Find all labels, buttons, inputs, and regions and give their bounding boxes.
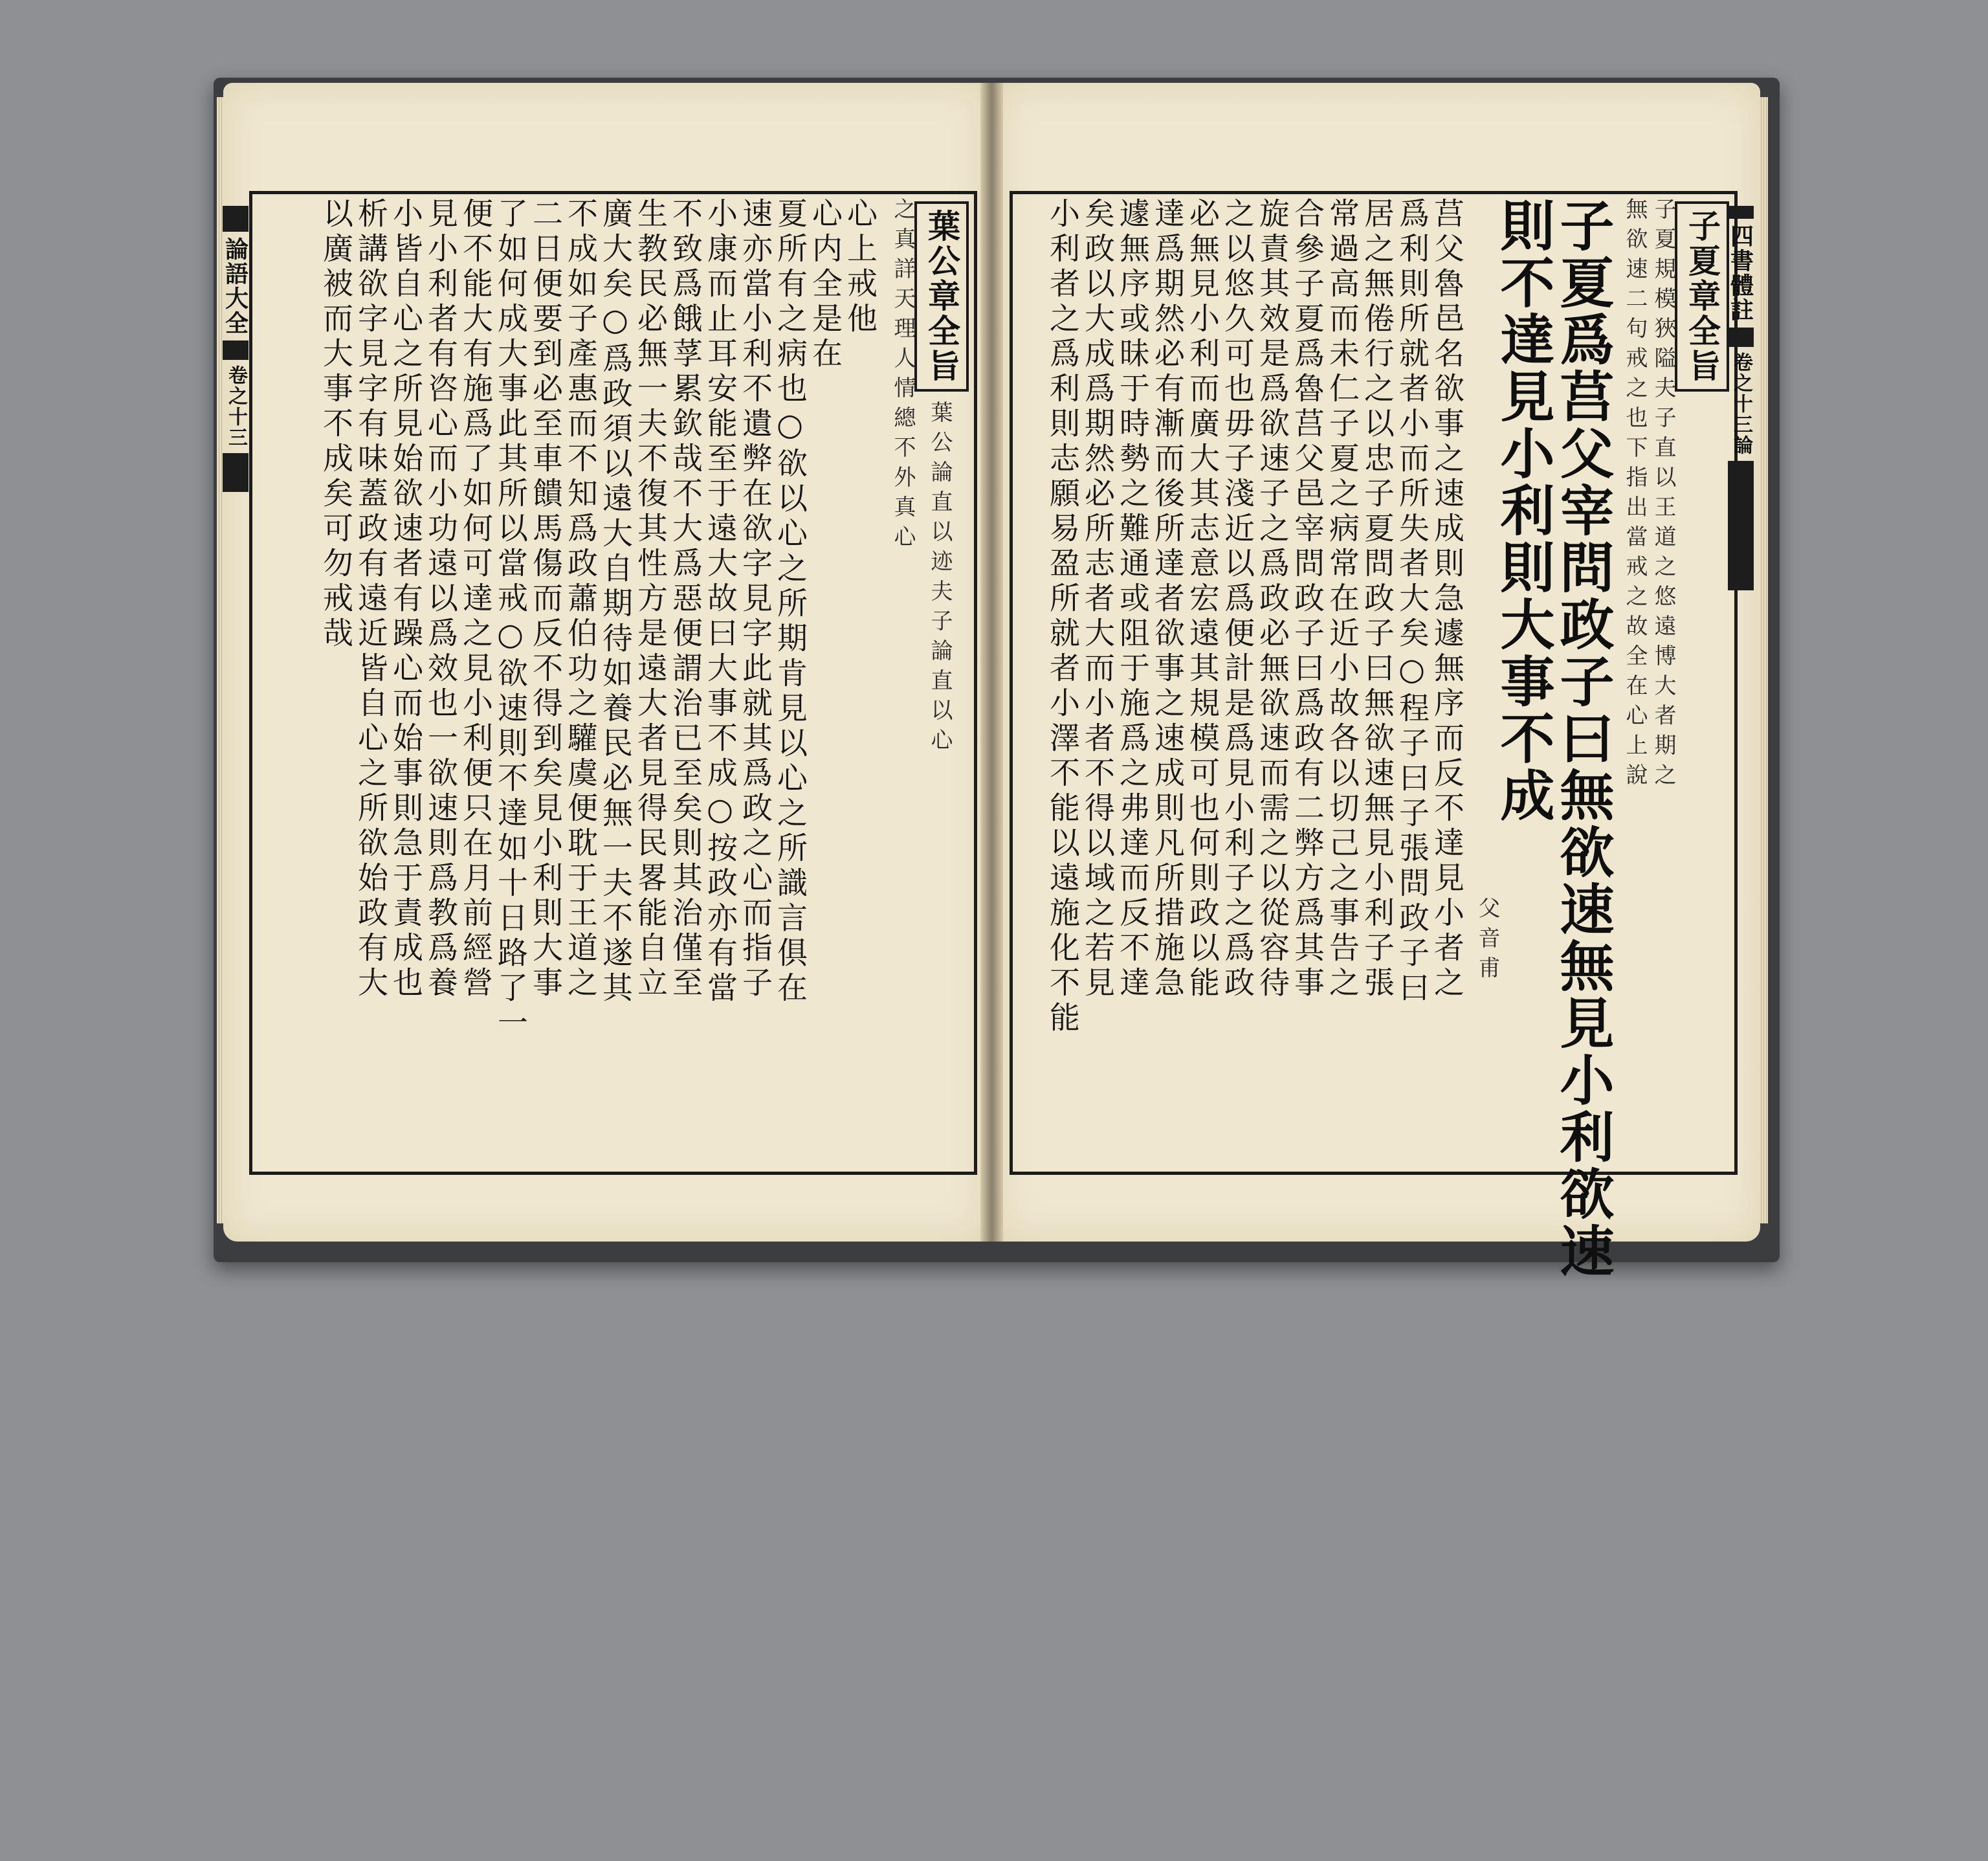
- right-column-12: 小利者之爲利則志願易盈所就者小澤不能以遠施化不能: [1044, 197, 1080, 1036]
- right-page-columns: [1016, 197, 1725, 1280]
- left-column-10: 不成如子產惠而不知爲政蕭伯功之驩虞便耽于王道之: [562, 197, 598, 1001]
- right-column-3: 居之無倦行之以忠子夏問政子曰無欲速無見小利子張: [1359, 197, 1395, 1001]
- left-column-11: 二日便要到必至車饋馬傷而反不得到矣見小利則大事: [527, 197, 563, 1001]
- main-text-line-2: 則不達見小利則大事不成: [1492, 197, 1556, 824]
- band-block-top: [223, 206, 248, 232]
- right-label-stack: [1679, 197, 1725, 1162]
- main-text-line-1: 子夏爲莒父宰問政子曰無欲速無見小利欲速: [1551, 197, 1615, 1280]
- band-block-mid: [223, 340, 248, 360]
- left-column-14: 見小利者有咨心而小功遠以爲效也一欲速則爲教爲養: [423, 197, 458, 1001]
- right-band-title: 四書體註: [1727, 224, 1754, 322]
- left-column-17: 以廣被而大事不成矣可勿戒哉: [318, 197, 353, 652]
- right-column-11: 矣政以大成爲期然必所志者大而小者不得以域之若見: [1079, 197, 1115, 1001]
- right-page-band: [1727, 194, 1755, 1172]
- right-column-1: 莒父魯邑名欲事之速成則急遽無序而反不達見小者之: [1429, 197, 1464, 1001]
- right-chapter-label: 子夏章全旨: [1675, 201, 1729, 392]
- right-column-2: 爲利則所就者小而所失者大矣○程子曰子張問政子曰: [1394, 197, 1430, 1007]
- left-label-column: 葉公論直以迹夫子論直以心: [927, 401, 953, 758]
- right-column-10: 遽無序或昧于時勢之難通或阻于施爲之弗達而反不達: [1114, 197, 1150, 1001]
- band-block-top-r: [1728, 206, 1754, 219]
- left-column-9: 廣大矣○爲政須以遠大自期待如養民必無一夫不遂其: [597, 197, 633, 1007]
- left-column-8: 生教民必無一夫不復其性方是遠大者見得民畧能自立: [632, 197, 668, 1001]
- left-column-7: 不致爲餓莩累欽哉不大爲惡便謂治已至矣則其治僅至: [667, 197, 703, 1001]
- left-column-4: 夏所有之病也○欲以心之所期肯見以心之所識言俱在: [772, 197, 808, 1007]
- right-column-8: 必無見小利而廣大其志意宏遠其規模可也何則政以能: [1184, 197, 1220, 1001]
- left-column-5: 速亦當小利不遺弊在欲字見字此就其爲政之心而指子: [737, 197, 773, 1001]
- left-column-3: 心内全是在: [807, 197, 843, 372]
- right-label-column: 子夏規模狹隘夫子直以王道之悠遠博大者期之: [1650, 197, 1676, 793]
- left-band-chapter: 卷之十三: [225, 365, 247, 448]
- left-column-1: 之真詳天理人情總不外真心: [890, 197, 916, 555]
- right-band-chapter: 卷之十三論: [1730, 352, 1752, 456]
- right-column-6: 旋責其效是爲欲速子之爲政必無欲速而需之以從容待: [1254, 197, 1290, 1001]
- left-page-columns: [256, 197, 964, 1162]
- right-column-5: 合參子夏爲魯莒父邑宰問政子曰爲政有二弊方爲其事: [1289, 197, 1325, 1001]
- book-gutter: [980, 83, 1003, 1242]
- left-page-band: [221, 194, 250, 1172]
- band-block-bottom: [223, 453, 248, 492]
- pronunciation-note: 父音甫: [1474, 897, 1500, 986]
- left-column-6: 小康而止耳安能至于遠大故曰大事不成○按政亦有當: [702, 197, 738, 1007]
- left-column-2: 心上戒他: [842, 197, 878, 337]
- band-block-mid-r: [1728, 328, 1754, 347]
- right-column-7: 之以悠久可也毋子淺近以爲便計是爲見小利子之爲政: [1219, 197, 1255, 1001]
- left-label-stack: [919, 197, 964, 1162]
- right-label-note: 無欲速二句戒之也下指出當戒之故全在心上說: [1622, 197, 1648, 793]
- left-band-title: 論語大全: [221, 237, 249, 335]
- left-column-12: 了如何成大事此其所以當戒○欲速則不達如十日路了一: [492, 197, 528, 1042]
- left-column-16: 析講欲字見字有味蓋政有遠近皆自心之所欲始政有大: [353, 197, 388, 1001]
- left-column-15: 小皆自心之所見始欲速者有躁心而始事則急于責成也: [388, 197, 423, 1001]
- right-column-4: 常過高而未仁子夏之病常在近小故各以切己之事告之: [1324, 197, 1360, 1001]
- left-chapter-label: 葉公章全旨: [914, 201, 969, 392]
- band-block-bottom-r: [1728, 461, 1754, 590]
- right-column-9: 達爲期然必有漸而後所達者欲事之速成則凡所措施急: [1149, 197, 1185, 1001]
- left-column-13: 便不能大有施爲了如何可達之見小利便只在月前經營: [458, 197, 493, 1001]
